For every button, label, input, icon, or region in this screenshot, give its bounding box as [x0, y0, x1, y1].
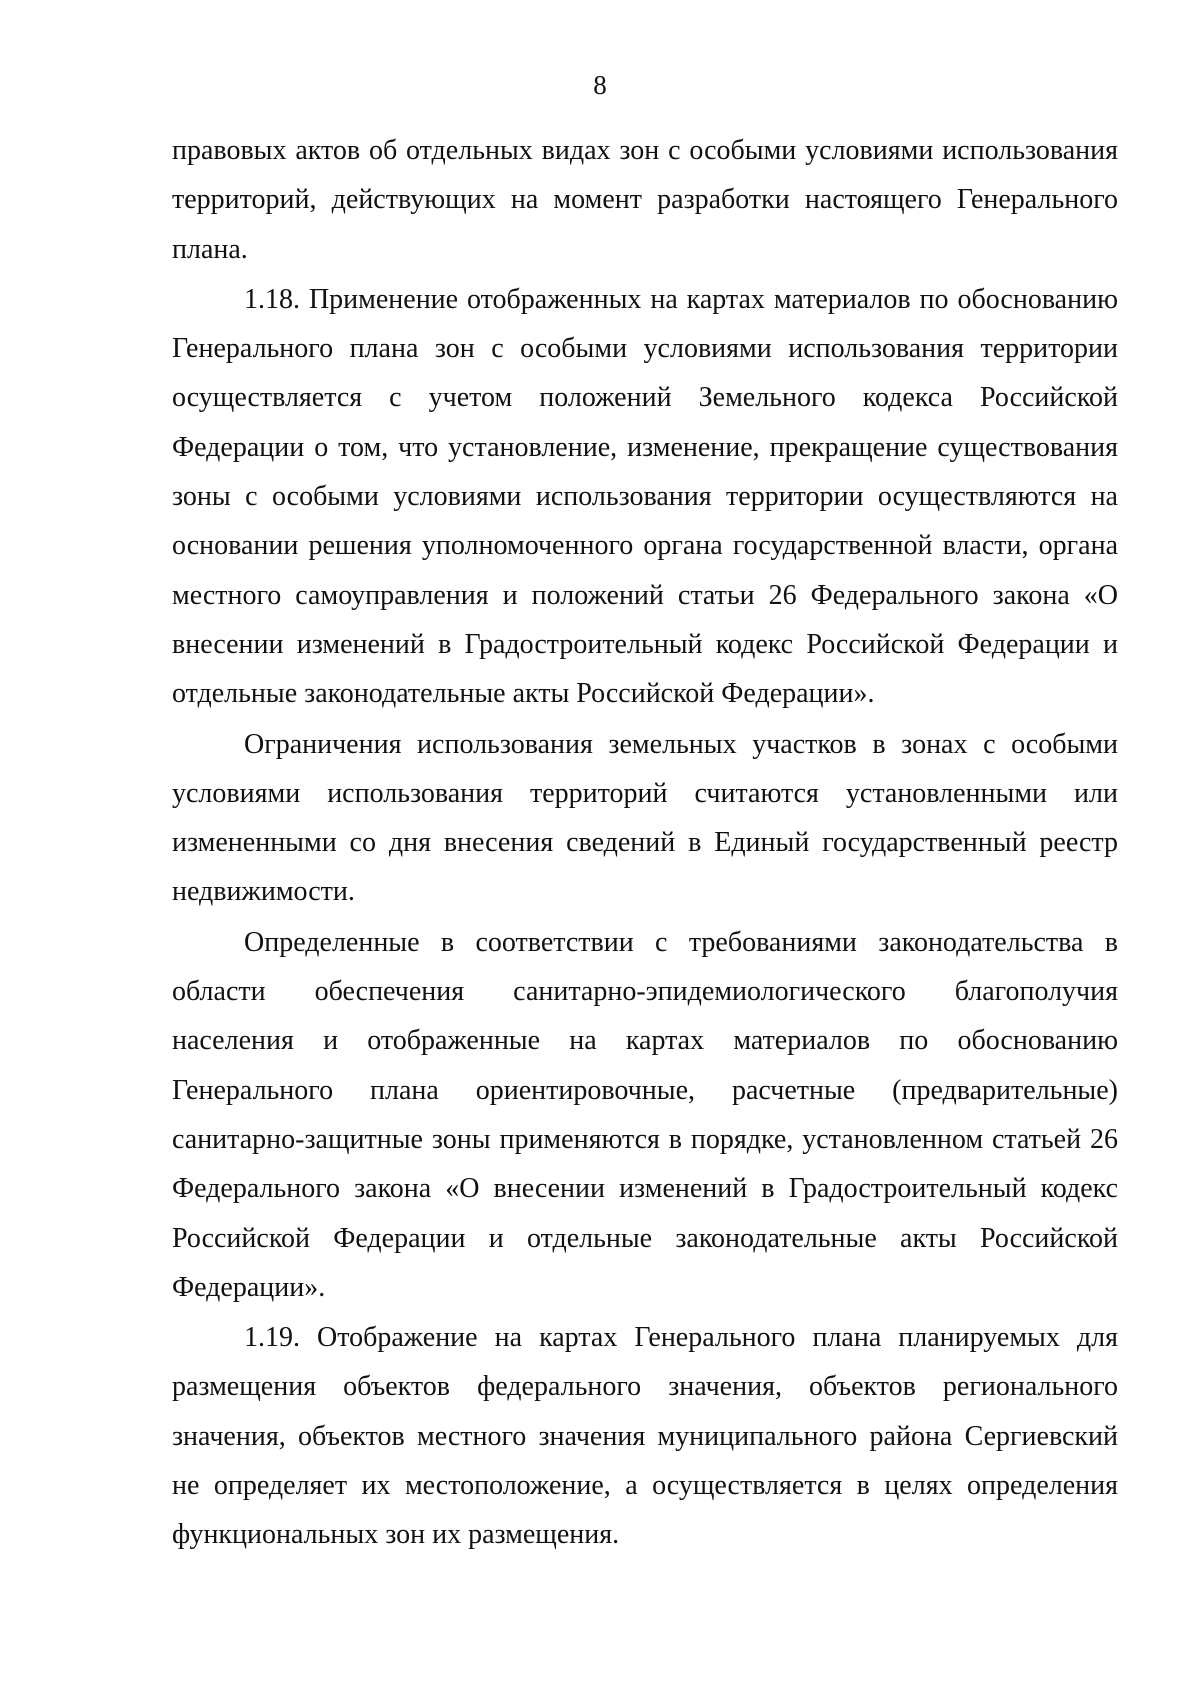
page-number: 8 [593, 70, 607, 100]
paragraph-continuation: правовых актов об отдельных видах зон с особыми условиями использования территорий, действующих на момент разработки настоящего Генерального плана. [172, 135, 1118, 265]
paragraph-clause-1-18: 1.18. Применение отображенных на картах материалов по обоснованию Генерального плана зон с особыми условиями использования территории осуществляется с учетом положений Земельного кодекса Российской Федерации о том, что установление, изменение, прекращение существования зоны с особыми условиями использования территории осуществляются на основании решения уполномоченного органа государственной власти, органа местного самоуправления и положений статьи 26 Федерального закона «О внесении изменений в Градостроительный кодекс Российской Федерации и отдельные законодательные акты Российской Федерации». [172, 283, 1118, 710]
paragraph-clause-1-19: 1.19. Отображение на картах Генерального плана планируемых для размещения объектов федерального значения, объектов регионального значения, объектов местного значения муниципального района Сергиевский не определяет их местоположение, а осуществляется в целях определения функциональных зон их размещения. [172, 1322, 1118, 1551]
paragraph-land-restrictions: Ограничения использования земельных участков в зонах с особыми условиями использования территорий считаются установленными или измененными со дня внесения сведений в Единый государственный реестр недвижимости. [172, 728, 1118, 908]
document-body [172, 126, 1118, 1561]
paragraph-sanitary-zones: Определенные в соответствии с требованиями законодательства в области обеспечения санитарно-эпидемиологического благополучия населения и отображенные на картах материалов по обоснованию Генерального плана ориентировочные, расчетные (предварительные) санитарно-защитные зоны применяются в порядке, установленном статьей 26 Федерального закона «О внесении изменений в Градостроительный кодекс Российской Федерации и отдельные законодательные акты Российской Федерации». [172, 926, 1118, 1303]
